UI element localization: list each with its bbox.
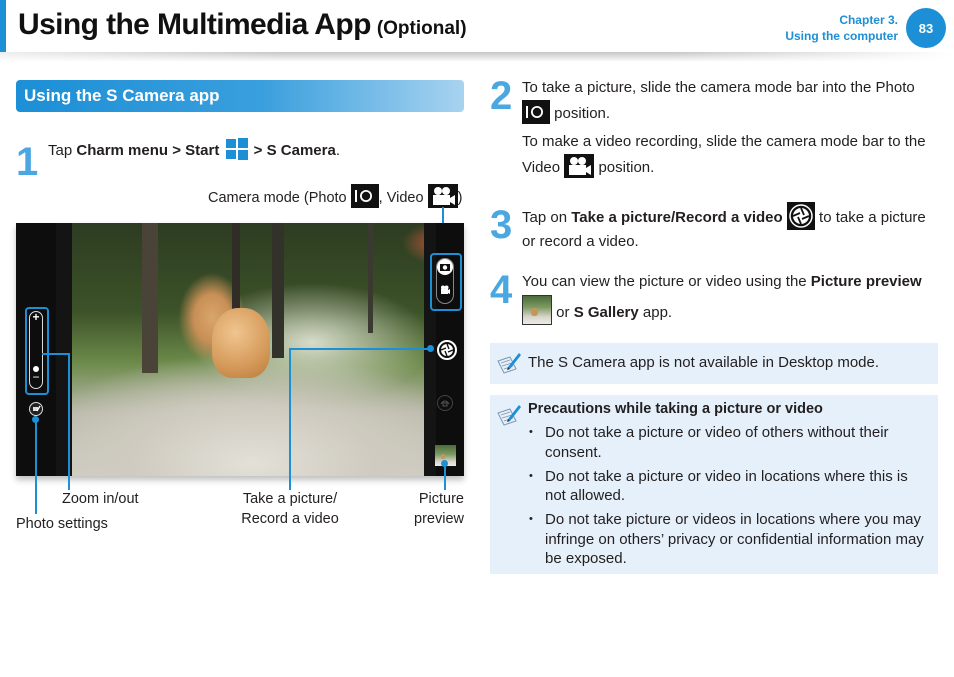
- step-number-1: 1: [16, 140, 39, 184]
- video-mode-toggle-icon[interactable]: [440, 285, 450, 294]
- note-box-desktop-mode: [490, 343, 938, 384]
- preview-callout-line-bottom: [444, 476, 446, 490]
- picture-preview-thumbnail: [522, 295, 552, 325]
- precaution-item: • Do not take a picture or video of others without their consent.: [527, 423, 931, 462]
- precautions-list: [527, 423, 931, 573]
- header-divider: [0, 52, 954, 62]
- shutter-callout-line-v: [289, 348, 291, 476]
- note-box-precautions: [490, 395, 938, 574]
- step-1-charm-start: Charm menu > Start: [76, 142, 220, 159]
- section-header: [16, 80, 464, 112]
- zoom-slider[interactable]: [29, 311, 43, 389]
- switch-camera-icon[interactable]: [437, 395, 453, 411]
- chapter-number: Chapter 3.: [839, 13, 898, 27]
- step-2-photo-position: position.: [554, 105, 611, 122]
- camera-mode-label: [208, 184, 462, 208]
- step-3-text: [522, 202, 942, 254]
- step-4-text-c: app.: [638, 304, 673, 321]
- take-picture-label-line1: Take a picture/: [242, 491, 338, 507]
- photo-settings-label: Photo settings: [16, 516, 108, 532]
- page-title: [18, 8, 467, 42]
- step-number-2: 2: [490, 74, 513, 118]
- zoom-callout-line-bottom: [68, 476, 70, 490]
- chapter-label: [785, 12, 898, 44]
- video-mode-icon: [428, 184, 458, 208]
- picture-preview-label: [394, 489, 464, 529]
- camera-mode-label-a: Camera mode (Photo: [208, 190, 351, 206]
- step-3-text-b: to take a picture: [814, 209, 926, 226]
- page-number-badge: 83: [906, 8, 946, 48]
- camera-app-screenshot: [16, 223, 464, 476]
- photo-settings-callout-line: [35, 419, 37, 476]
- precaution-item: • Do not take picture or videos in locations where you may infringe on others’ privacy or confidential information may be exposed.: [527, 510, 931, 569]
- zoom-out-icon[interactable]: −: [32, 370, 40, 384]
- step-4-s-gallery: S Gallery: [573, 304, 639, 321]
- step-3-take-picture: Take a picture/Record a video: [571, 209, 783, 226]
- precaution-item: • Do not take a picture or video in locations where this is not allowed.: [527, 467, 931, 506]
- photo-settings-callout-line-bottom: [35, 476, 37, 514]
- take-picture-label-line2: Record a video: [241, 511, 339, 527]
- step-2-video-position: position.: [598, 159, 655, 176]
- note-pencil-icon: [496, 351, 522, 375]
- shutter-button[interactable]: [437, 340, 457, 360]
- header-accent-bar: [0, 0, 6, 52]
- zoom-callout-line-v: [68, 353, 70, 476]
- shutter-callout-line-h: [289, 348, 429, 350]
- chapter-title: Using the computer: [785, 29, 898, 43]
- photo-mode-icon: [351, 184, 379, 208]
- windows-start-icon: [226, 138, 248, 160]
- picture-preview-label-line2: preview: [414, 511, 464, 527]
- dog-subject: [212, 308, 270, 378]
- step-1-text-a: Tap: [48, 142, 77, 159]
- step-1-period: .: [335, 142, 340, 159]
- step-3-text-c: or record a video.: [522, 233, 639, 250]
- step-1-s-camera: > S Camera: [253, 142, 336, 159]
- zoom-in-icon[interactable]: +: [32, 310, 40, 324]
- camera-mode-label-b: , Video: [378, 190, 428, 206]
- zoom-label: Zoom in/out: [62, 491, 139, 507]
- shutter-icon: [787, 202, 815, 230]
- photo-mode-toggle-icon[interactable]: [437, 259, 453, 275]
- step-3-text-a: Tap on: [522, 209, 572, 226]
- camera-mode-label-c: ): [457, 190, 463, 206]
- step-number-3: 3: [490, 203, 513, 247]
- take-picture-label: [230, 489, 350, 529]
- step-4-picture-preview: Picture preview: [810, 273, 922, 290]
- precautions-title: Precautions while taking a picture or video: [528, 401, 823, 417]
- video-mode-icon: [564, 154, 594, 178]
- page-title-text: Using the Multimedia App: [18, 8, 371, 41]
- preview-callout-line: [444, 463, 446, 476]
- step-2-text: [522, 76, 942, 180]
- step-4-text-a: You can view the picture or video using the: [522, 273, 811, 290]
- step-4-text-b: or: [552, 304, 574, 321]
- step-4-text: [522, 269, 942, 326]
- shutter-icon: [439, 342, 455, 358]
- photo-settings-icon[interactable]: [29, 402, 43, 416]
- page-title-suffix: (Optional): [376, 18, 467, 39]
- step-2-video-instruction: [522, 130, 942, 180]
- picture-preview-label-line1: Picture: [418, 491, 464, 507]
- step-number-4: 4: [490, 268, 513, 312]
- photo-mode-icon: [522, 100, 550, 124]
- step-2-video-text: To make a video recording, slide the camera mode bar to the: [522, 133, 926, 150]
- section-title: Using the S Camera app: [24, 86, 220, 105]
- step-2-video-word: Video: [522, 159, 561, 176]
- note-pencil-icon: [496, 403, 522, 427]
- shutter-callout-line-bottom: [289, 476, 291, 490]
- camera-mode-switch[interactable]: [436, 258, 454, 304]
- note-text: The S Camera app is not available in Desktop mode.: [528, 354, 880, 371]
- step-2-photo-text: To take a picture, slide the camera mode bar into the Photo: [522, 79, 915, 96]
- step-1-text: [48, 138, 340, 163]
- step-2-photo-instruction: [522, 76, 942, 126]
- zoom-callout-line-h: [42, 353, 70, 355]
